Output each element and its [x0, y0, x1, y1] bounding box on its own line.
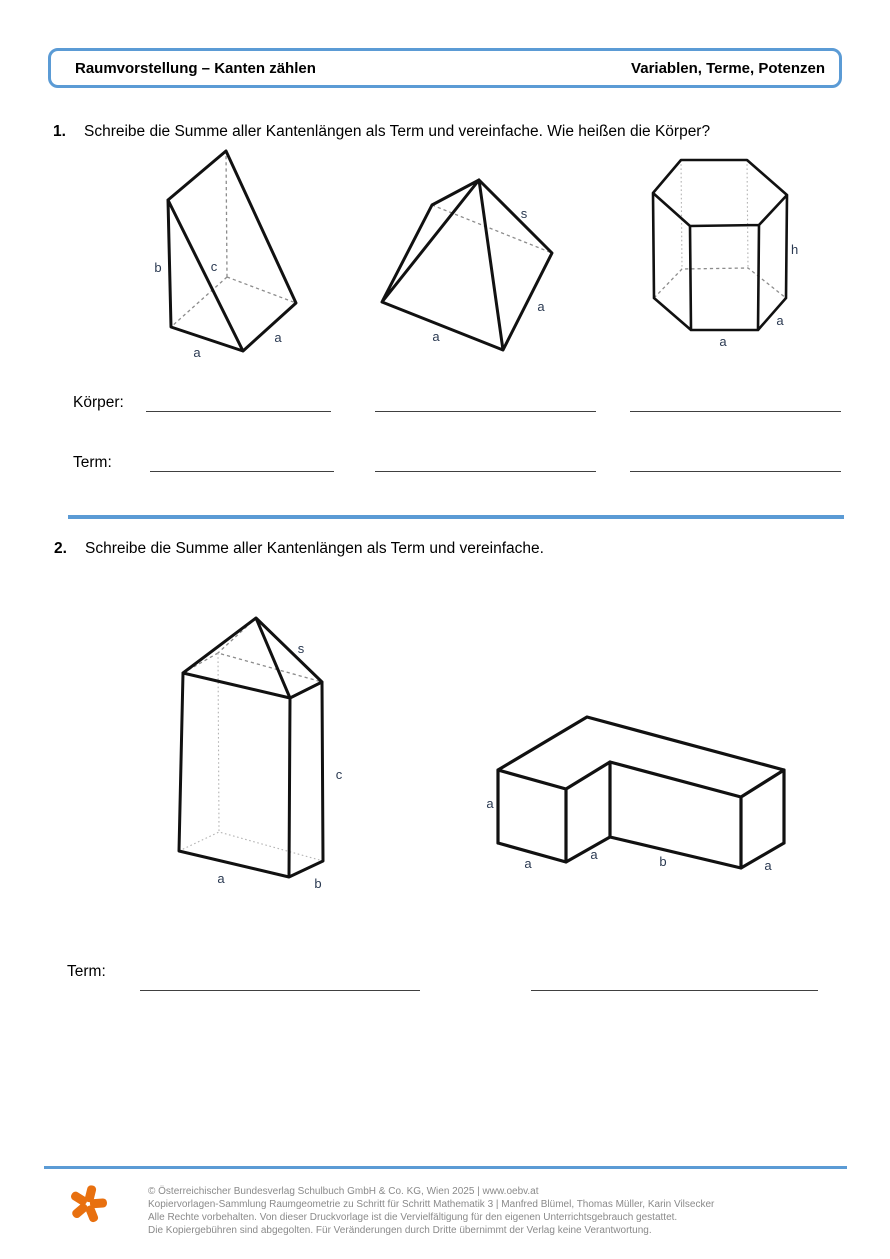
edge-label-b: b [154, 260, 162, 275]
edge-label-a: a [274, 330, 282, 345]
figure-triangular-prism [150, 145, 310, 365]
term1-answer-line-3 [630, 471, 841, 472]
header-chapter-title: Variablen, Terme, Potenzen [631, 59, 825, 77]
edge-label-h: h [791, 242, 799, 257]
koerper-answer-line-1 [146, 411, 331, 412]
edge-label-a: a [524, 856, 532, 871]
term2-answer-line-2 [531, 990, 818, 991]
section-divider [68, 515, 844, 519]
header-topic-title: Raumvorstellung – Kanten zählen [75, 59, 316, 77]
edge-label-c: c [335, 767, 343, 782]
task1-number: 1. [53, 123, 66, 140]
term2-answer-line-1 [140, 990, 420, 991]
footer-line-1: © Österreichischer Bundesverlag Schulbuch GmbH & Co. KG, Wien 2025 | www.oebv.at [148, 1186, 539, 1197]
edge-label-a: a [776, 313, 784, 328]
term1-label: Term: [73, 454, 112, 471]
header-box [48, 48, 842, 88]
koerper-label: Körper: [73, 394, 124, 411]
edge-label-a: a [193, 345, 201, 360]
footer-line-2: Kopiervorlagen-Sammlung Raumgeometrie zu Schritt für Schritt Mathematik 3 | Manfred Blümel, Thomas Müller, Karin Vilsecker [148, 1199, 715, 1210]
task2-text: Schreibe die Summe aller Kantenlängen als Term und vereinfache. [85, 540, 544, 557]
koerper-answer-line-3 [630, 411, 841, 412]
figure-hexagonal-prism [645, 152, 800, 350]
edge-label-s: s [520, 206, 528, 221]
term1-answer-line-2 [375, 471, 596, 472]
edge-label-s: s [297, 641, 305, 656]
footer-imprint [148, 1185, 714, 1237]
figure-l-shaped-solid [485, 705, 800, 875]
edge-label-a: a [486, 796, 494, 811]
koerper-answer-line-2 [375, 411, 596, 412]
edge-label-a: a [719, 334, 727, 349]
task2-number: 2. [54, 540, 67, 557]
footer-line-4: Die Kopiergebühren sind abgegolten. Für Veränderungen durch Dritte übernimmt der Verlag keine Verantwortung. [148, 1225, 652, 1236]
edge-label-a: a [764, 858, 772, 873]
figure-square-pyramid [370, 170, 565, 360]
edge-label-c: c [210, 259, 218, 274]
edge-label-b: b [659, 854, 667, 869]
term1-answer-line-1 [150, 471, 334, 472]
footer-line-3: Alle Rechte vorbehalten. Von dieser Druckvorlage ist die Vervielfältigung für den eigenen Unterrichtsgebrauch gestattet. [148, 1212, 678, 1223]
task1-text: Schreibe die Summe aller Kantenlängen als Term und vereinfache. Wie heißen die Körper? [84, 123, 711, 140]
edge-label-a: a [537, 299, 545, 314]
term2-label: Term: [67, 963, 106, 980]
footer-divider [44, 1166, 847, 1169]
edge-label-a: a [590, 847, 598, 862]
oebv-logo-icon [66, 1182, 114, 1234]
edge-label-b: b [314, 876, 322, 890]
edge-label-a: a [432, 329, 440, 344]
figure-prism-with-pyramid-roof [170, 608, 345, 890]
edge-label-a: a [217, 871, 225, 886]
